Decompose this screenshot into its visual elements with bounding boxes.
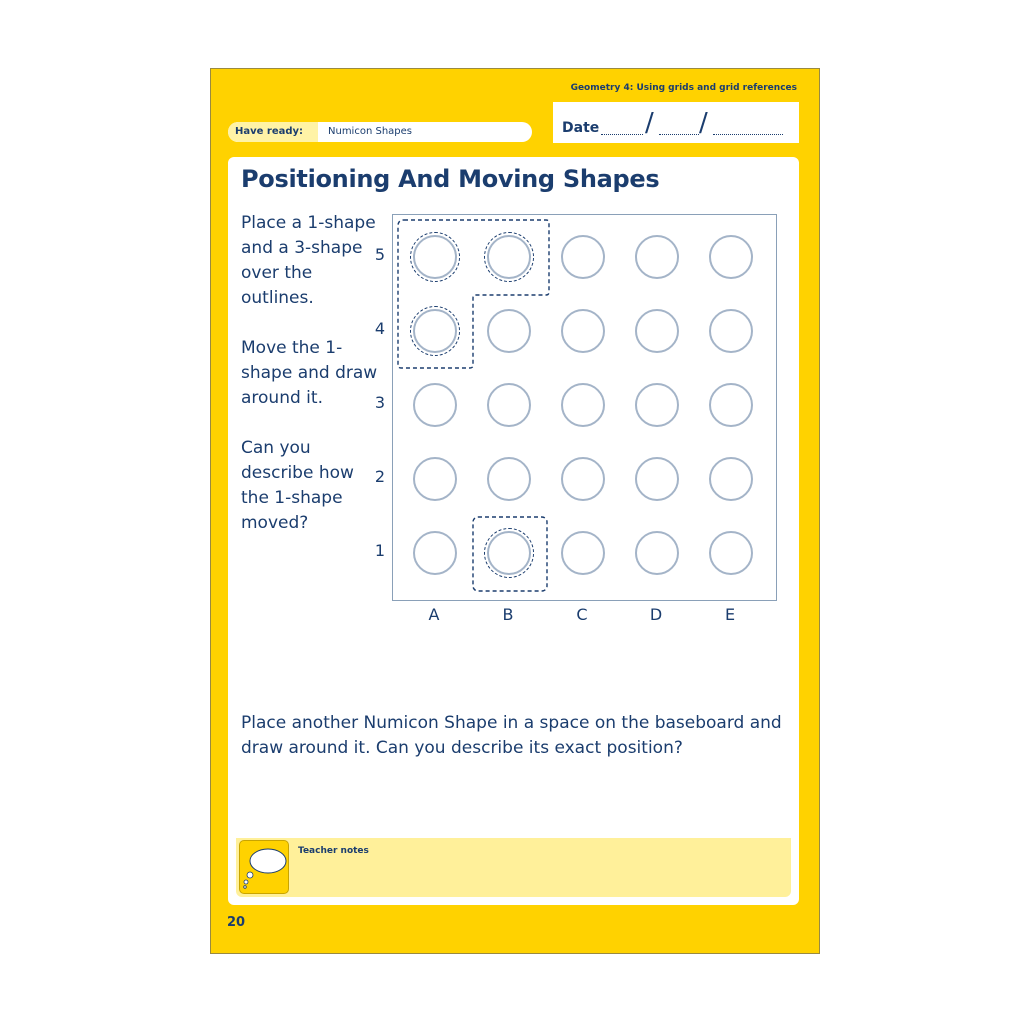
- date-separator: /: [645, 108, 654, 138]
- circle-outline-dash: [410, 306, 460, 356]
- grid-circle-E2: [709, 457, 753, 501]
- page-title: Positioning And Moving Shapes: [241, 165, 660, 193]
- col-label: A: [428, 605, 440, 624]
- grid-circle-C4: [561, 309, 605, 353]
- row-label: 3: [374, 393, 386, 412]
- worksheet-page: [210, 68, 820, 954]
- page-number: 20: [227, 915, 246, 930]
- grid-circle-E4: [709, 309, 753, 353]
- grid-circle-C5: [561, 235, 605, 279]
- grid-circle-E3: [709, 383, 753, 427]
- instruction-2: Move the 1-shape and draw around it.: [241, 338, 378, 408]
- row-label: 5: [374, 245, 386, 264]
- date-year-line[interactable]: [713, 134, 783, 135]
- instructions: [241, 211, 381, 561]
- col-label: E: [724, 605, 736, 624]
- instruction-1: Place a 1-shape and a 3-shape over the outlines.: [241, 213, 376, 308]
- grid-circle-D1: [635, 531, 679, 575]
- content-panel: [228, 157, 799, 905]
- have-ready-label: Have ready:: [228, 122, 318, 142]
- col-label: C: [576, 605, 588, 624]
- speech-bubble-icon: [239, 840, 289, 894]
- grid-circle-B5: [487, 235, 531, 279]
- row-label: 4: [374, 319, 386, 338]
- grid-circle-A4: [413, 309, 457, 353]
- grid-circle-D3: [635, 383, 679, 427]
- grid-circle-A5: [413, 235, 457, 279]
- grid-circle-D2: [635, 457, 679, 501]
- grid-circle-B1: [487, 531, 531, 575]
- have-ready-bar: [228, 122, 532, 142]
- grid-circle-D5: [635, 235, 679, 279]
- grid-circle-A3: [413, 383, 457, 427]
- bottom-instruction: Place another Numicon Shape in a space on the baseboard and draw around it. Can you describe its exact position?: [241, 713, 782, 758]
- teacher-notes-label: Teacher notes: [298, 846, 369, 856]
- grid-circle-C2: [561, 457, 605, 501]
- circle-outline-dash: [410, 232, 460, 282]
- circle-outline-dash: [484, 232, 534, 282]
- grid-circle-B2: [487, 457, 531, 501]
- date-box: [553, 102, 799, 143]
- instruction-3: Can you describe how the 1-shape moved?: [241, 438, 354, 533]
- col-label: B: [502, 605, 514, 624]
- grid-circle-A1: [413, 531, 457, 575]
- grid-circle-E1: [709, 531, 753, 575]
- grid-circle-B4: [487, 309, 531, 353]
- circle-outline-dash: [484, 528, 534, 578]
- unit-title: Geometry 4: Using grids and grid references: [570, 83, 797, 93]
- grid-circle-C3: [561, 383, 605, 427]
- row-label: 1: [374, 541, 386, 560]
- row-label: 2: [374, 467, 386, 486]
- date-month-line[interactable]: [659, 134, 699, 135]
- have-ready-value: Numicon Shapes: [328, 126, 412, 137]
- date-label: Date: [562, 120, 600, 136]
- grid-circle-D4: [635, 309, 679, 353]
- grid-circle-E5: [709, 235, 753, 279]
- date-day-line[interactable]: [601, 134, 643, 135]
- col-label: D: [649, 605, 663, 624]
- grid-circle-B3: [487, 383, 531, 427]
- numicon-baseboard: [392, 214, 777, 601]
- grid-circle-C1: [561, 531, 605, 575]
- date-separator: /: [699, 108, 708, 138]
- grid-circle-A2: [413, 457, 457, 501]
- teacher-notes: [236, 838, 791, 897]
